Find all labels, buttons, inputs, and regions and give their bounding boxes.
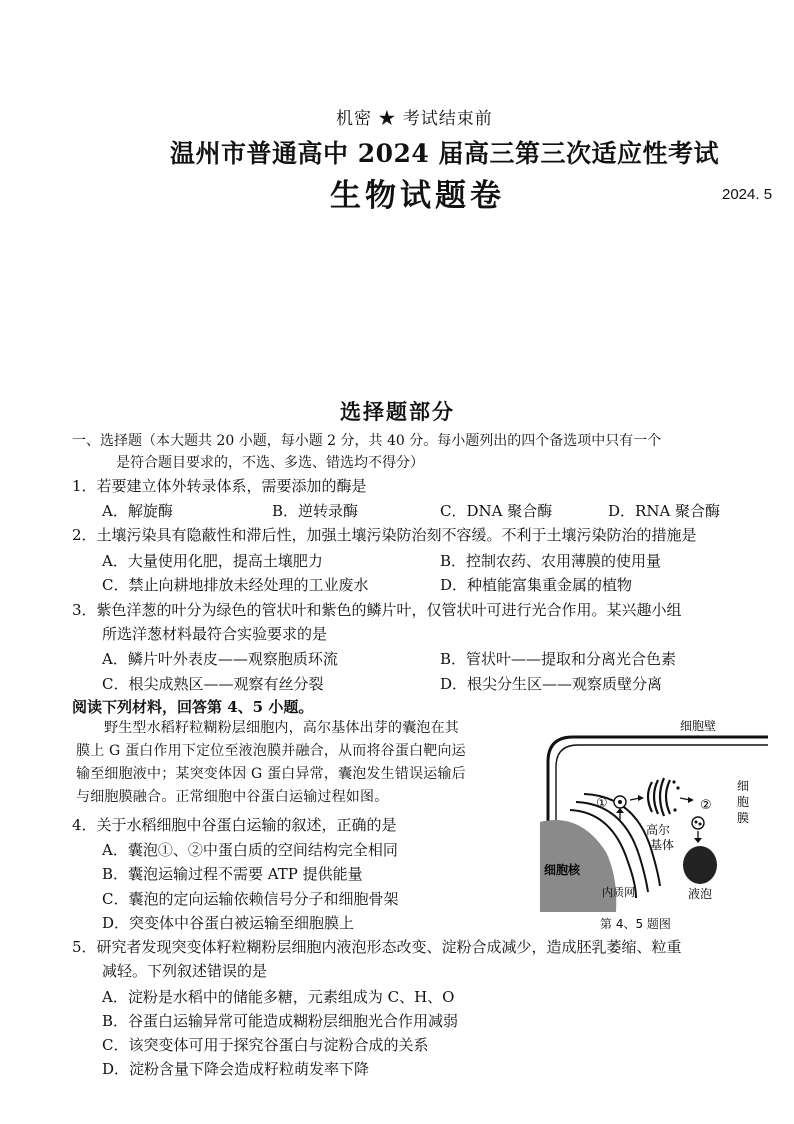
section-title: 选择题部分 bbox=[340, 399, 455, 424]
question-4-option-b: B．囊泡运输过程不需要 ATP 提供能量 bbox=[102, 865, 363, 883]
question-5-stem-line-2: 减轻。下列叙述错误的是 bbox=[102, 962, 268, 980]
question-3-stem-line-2: 所选洋葱材料最符合实验要求的是 bbox=[102, 625, 328, 643]
subject-title: 生物试题卷 bbox=[330, 178, 505, 214]
instructions-line-1: 一、选择题（本大题共 20 小题，每小题 2 分，共 40 分。每小题列出的四个备选项中只有一个 bbox=[72, 433, 662, 449]
question-1-option-d: D．RNA 聚合酶 bbox=[608, 502, 721, 520]
question-2-option-a: A．大量使用化肥，提高土壤肥力 bbox=[102, 552, 323, 570]
vesicle-2-protein-2 bbox=[699, 823, 702, 826]
figure-caption: 第 4、5 题图 bbox=[600, 917, 671, 931]
exam-date: 2024. 5 bbox=[722, 186, 773, 203]
golgi-label-2: 基体 bbox=[650, 838, 675, 852]
vacuole bbox=[683, 846, 717, 884]
golgi-dot-3 bbox=[673, 808, 676, 811]
cell-wall-label: 细胞壁 bbox=[680, 719, 717, 733]
vesicle-1-label: ① bbox=[596, 796, 608, 811]
golgi-cisterna-3 bbox=[660, 778, 664, 816]
golgi-cisterna-1 bbox=[648, 782, 652, 812]
arrowhead-2 bbox=[638, 795, 644, 801]
question-4-stem: 4．关于水稻细胞中谷蛋白运输的叙述，正确的是 bbox=[72, 816, 397, 834]
passage-line-4: 与细胞膜融合。正常细胞中谷蛋白运输过程如图。 bbox=[76, 789, 389, 805]
question-5-option-c: C．该突变体可用于探究谷蛋白与淀粉合成的关系 bbox=[102, 1036, 429, 1054]
passage-line-3: 输至细胞液中；某突变体因 G 蛋白异常，囊泡发生错误运输后 bbox=[76, 766, 466, 782]
membrane-label-2: 胞 bbox=[737, 795, 750, 809]
vacuole-label: 液泡 bbox=[688, 887, 713, 901]
question-5-option-d: D．淀粉含量下降会造成籽粒萌发率下降 bbox=[102, 1060, 370, 1078]
arrowhead-3 bbox=[688, 797, 694, 803]
question-1-option-c: C．DNA 聚合酶 bbox=[440, 502, 553, 520]
question-3-option-b: B．管状叶——提取和分离光合色素 bbox=[440, 650, 677, 668]
question-1-stem: 1．若要建立体外转录体系，需要添加的酶是 bbox=[72, 477, 367, 495]
vesicle-2-label: ② bbox=[700, 798, 712, 813]
vesicle-2 bbox=[692, 817, 704, 829]
passage-line-1: 野生型水稻籽粒糊粉层细胞内，高尔基体出芽的囊泡在其 bbox=[104, 720, 459, 736]
question-4-option-d: D．突变体中谷蛋白被运输至细胞膜上 bbox=[102, 914, 355, 932]
question-2-stem: 2．土壤污染具有隐蔽性和滞后性，加强土壤污染防治刻不容缓。不利于土壤污染防治的措施是 bbox=[72, 526, 697, 544]
question-2-option-b: B．控制农药、农用薄膜的使用量 bbox=[440, 552, 662, 570]
vesicle-transport-figure bbox=[540, 712, 774, 912]
confidential-label: 机密 ★ 考试结束前 bbox=[336, 109, 493, 129]
question-5-option-b: B．谷蛋白运输异常可能造成糊粉层细胞光合作用减弱 bbox=[102, 1012, 459, 1030]
arrowhead-1 bbox=[616, 808, 624, 813]
vesicle-1-protein bbox=[618, 800, 622, 804]
question-3-option-d: D．根尖分生区——观察质壁分离 bbox=[440, 675, 663, 693]
question-3-stem-line-1: 3．紫色洋葱的叶分为绿色的管状叶和紫色的鳞片叶，仅管状叶可进行光合作用。某兴趣小组 bbox=[72, 601, 682, 619]
exam-title: 温州市普通高中 2024 届高三第三次适应性考试 bbox=[170, 139, 719, 168]
membrane-label-1: 细 bbox=[737, 779, 750, 793]
golgi-label-1: 高尔 bbox=[646, 823, 671, 837]
question-5-stem-line-1: 5．研究者发现突变体籽粒糊粉层细胞内液泡形态改变、淀粉合成减少，造成胚乳萎缩、粒重 bbox=[72, 938, 682, 956]
er-label: 内质网 bbox=[602, 886, 635, 899]
question-3-option-a: A．鳞片叶外表皮——观察胞质环流 bbox=[102, 650, 338, 668]
question-4-option-a: A．囊泡①、②中蛋白质的空间结构完全相同 bbox=[102, 841, 398, 859]
question-1-option-a: A．解旋酶 bbox=[102, 502, 173, 520]
question-3-option-c: C．根尖成熟区——观察有丝分裂 bbox=[102, 675, 324, 693]
question-2-option-c: C．禁止向耕地排放未经处理的工业废水 bbox=[102, 576, 369, 594]
question-4-option-c: C．囊泡的定向运输依赖信号分子和细胞骨架 bbox=[102, 890, 399, 908]
reading-instruction: 阅读下列材料，回答第 4、5 小题。 bbox=[72, 698, 314, 716]
question-1-option-b: B．逆转录酶 bbox=[272, 502, 359, 520]
membrane-label-3: 膜 bbox=[737, 811, 750, 825]
vesicle-2-protein-1 bbox=[695, 821, 698, 824]
golgi-dot-1 bbox=[672, 780, 675, 783]
question-5-option-a: A．淀粉是水稻中的储能多糖，元素组成为 C、H、O bbox=[102, 988, 455, 1006]
question-2-option-d: D．种植能富集重金属的植物 bbox=[440, 576, 633, 594]
golgi-dot-2 bbox=[676, 786, 679, 789]
golgi-cisterna-2 bbox=[654, 780, 658, 814]
passage-line-2: 膜上 G 蛋白作用下定位至液泡膜并融合，从而将谷蛋白靶向运 bbox=[76, 743, 466, 759]
nucleus-label: 细胞核 bbox=[544, 863, 581, 877]
instructions-line-2: 是符合题目要求的，不选、多选、错选均不得分） bbox=[116, 455, 424, 471]
golgi-cisterna-4 bbox=[666, 780, 670, 814]
arrowhead-4 bbox=[694, 838, 702, 843]
